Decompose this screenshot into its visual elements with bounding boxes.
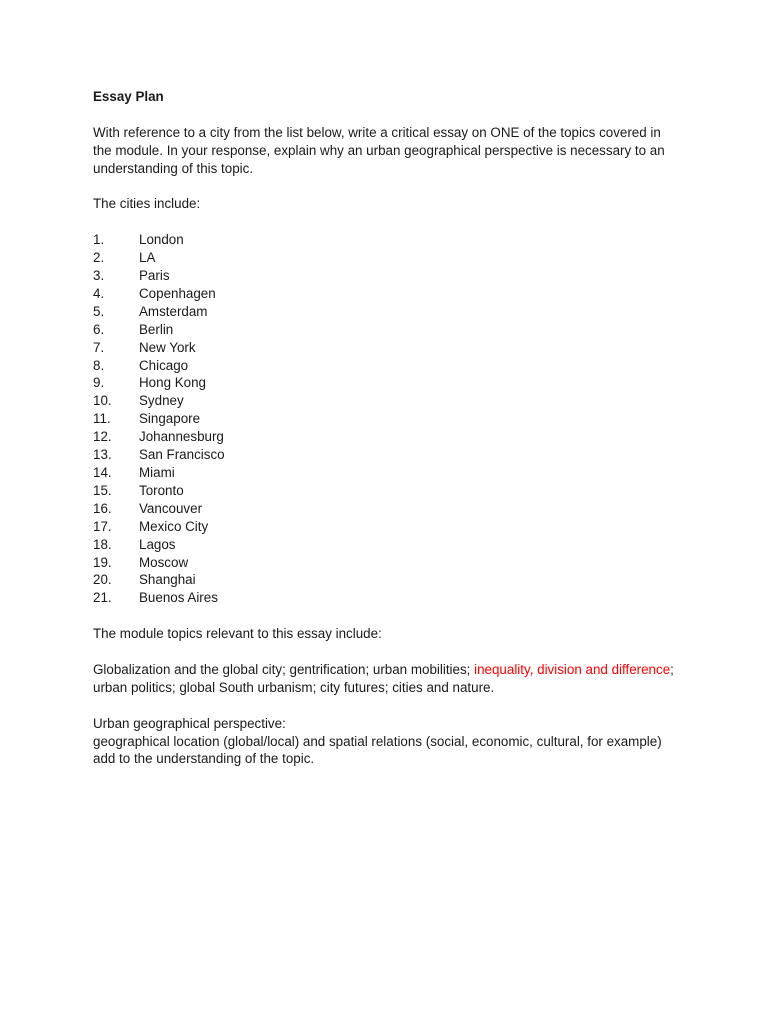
list-number: 17. bbox=[93, 518, 112, 534]
city-name: Lagos bbox=[139, 536, 176, 552]
list-number: 6. bbox=[93, 321, 105, 337]
list-item bbox=[93, 321, 678, 339]
list-item bbox=[93, 464, 678, 482]
cities-heading: The cities include: bbox=[93, 196, 201, 212]
list-number: 9. bbox=[93, 375, 105, 391]
list-number: 1. bbox=[93, 232, 105, 248]
city-name: Moscow bbox=[139, 554, 189, 570]
city-name: Copenhagen bbox=[139, 285, 216, 301]
list-number: 21. bbox=[93, 590, 112, 606]
city-name: LA bbox=[139, 250, 156, 266]
city-name: Berlin bbox=[139, 321, 174, 337]
city-name: Vancouver bbox=[139, 500, 203, 516]
list-item bbox=[93, 231, 678, 249]
list-item bbox=[93, 303, 678, 321]
list-number: 5. bbox=[93, 303, 105, 319]
topics-text-after: ; urban politics; global South urbanism; city futures; cities and nature. bbox=[93, 661, 674, 695]
city-name: Buenos Aires bbox=[139, 590, 218, 606]
city-name: New York bbox=[139, 339, 196, 355]
city-name: Johannesburg bbox=[139, 429, 224, 445]
list-number: 14. bbox=[93, 464, 112, 480]
city-name: Toronto bbox=[139, 482, 184, 498]
list-number: 3. bbox=[93, 268, 105, 284]
list-item bbox=[93, 518, 678, 536]
topics-text-before: Globalization and the global city; gentrification; urban mobilities; bbox=[93, 661, 475, 677]
perspective-paragraph: geographical location (global/local) and spatial relations (social, economic, cultural, for example) add to the understanding of the topic. bbox=[93, 733, 662, 767]
city-name: Paris bbox=[139, 268, 170, 284]
list-number: 10. bbox=[93, 393, 112, 409]
city-name: Mexico City bbox=[139, 518, 209, 534]
list-number: 16. bbox=[93, 500, 112, 516]
city-name: London bbox=[139, 232, 184, 248]
list-item bbox=[93, 410, 678, 428]
list-item bbox=[93, 589, 678, 607]
list-item bbox=[93, 285, 678, 303]
list-item bbox=[93, 482, 678, 500]
list-number: 7. bbox=[93, 339, 105, 355]
list-item bbox=[93, 554, 678, 572]
list-number: 4. bbox=[93, 285, 105, 301]
list-item bbox=[93, 536, 678, 554]
list-item bbox=[93, 571, 678, 589]
city-name: Miami bbox=[139, 464, 175, 480]
city-name: Chicago bbox=[139, 357, 189, 373]
list-number: 18. bbox=[93, 536, 112, 552]
list-number: 2. bbox=[93, 250, 105, 266]
list-number: 8. bbox=[93, 357, 105, 373]
city-name: San Francisco bbox=[139, 447, 225, 463]
list-item bbox=[93, 267, 678, 285]
topics-highlight: inequality, division and difference bbox=[474, 661, 671, 677]
intro-paragraph: With reference to a city from the list below, write a critical essay on ONE of the topics covered in the module. In your response, explain why an urban geographical perspective is necessary to an understanding of this topic. bbox=[93, 124, 665, 176]
list-item bbox=[93, 339, 678, 357]
list-item bbox=[93, 428, 678, 446]
list-number: 13. bbox=[93, 447, 112, 463]
list-item bbox=[93, 249, 678, 267]
city-name: Shanghai bbox=[139, 572, 196, 588]
list-item bbox=[93, 374, 678, 392]
perspective-heading: Urban geographical perspective: bbox=[93, 715, 286, 731]
cities-list bbox=[93, 231, 678, 607]
city-name: Singapore bbox=[139, 411, 201, 427]
list-number: 12. bbox=[93, 429, 112, 445]
list-number: 20. bbox=[93, 572, 112, 588]
list-number: 19. bbox=[93, 554, 112, 570]
list-item bbox=[93, 357, 678, 375]
list-item bbox=[93, 392, 678, 410]
city-name: Hong Kong bbox=[139, 375, 207, 391]
topics-heading: The module topics relevant to this essay include: bbox=[93, 626, 382, 642]
city-name: Amsterdam bbox=[139, 303, 208, 319]
document-title: Essay Plan bbox=[93, 89, 164, 104]
list-item bbox=[93, 446, 678, 464]
list-number: 11. bbox=[93, 411, 111, 427]
topics-paragraph bbox=[93, 661, 678, 697]
city-name: Sydney bbox=[139, 393, 184, 409]
list-item bbox=[93, 500, 678, 518]
list-number: 15. bbox=[93, 482, 112, 498]
